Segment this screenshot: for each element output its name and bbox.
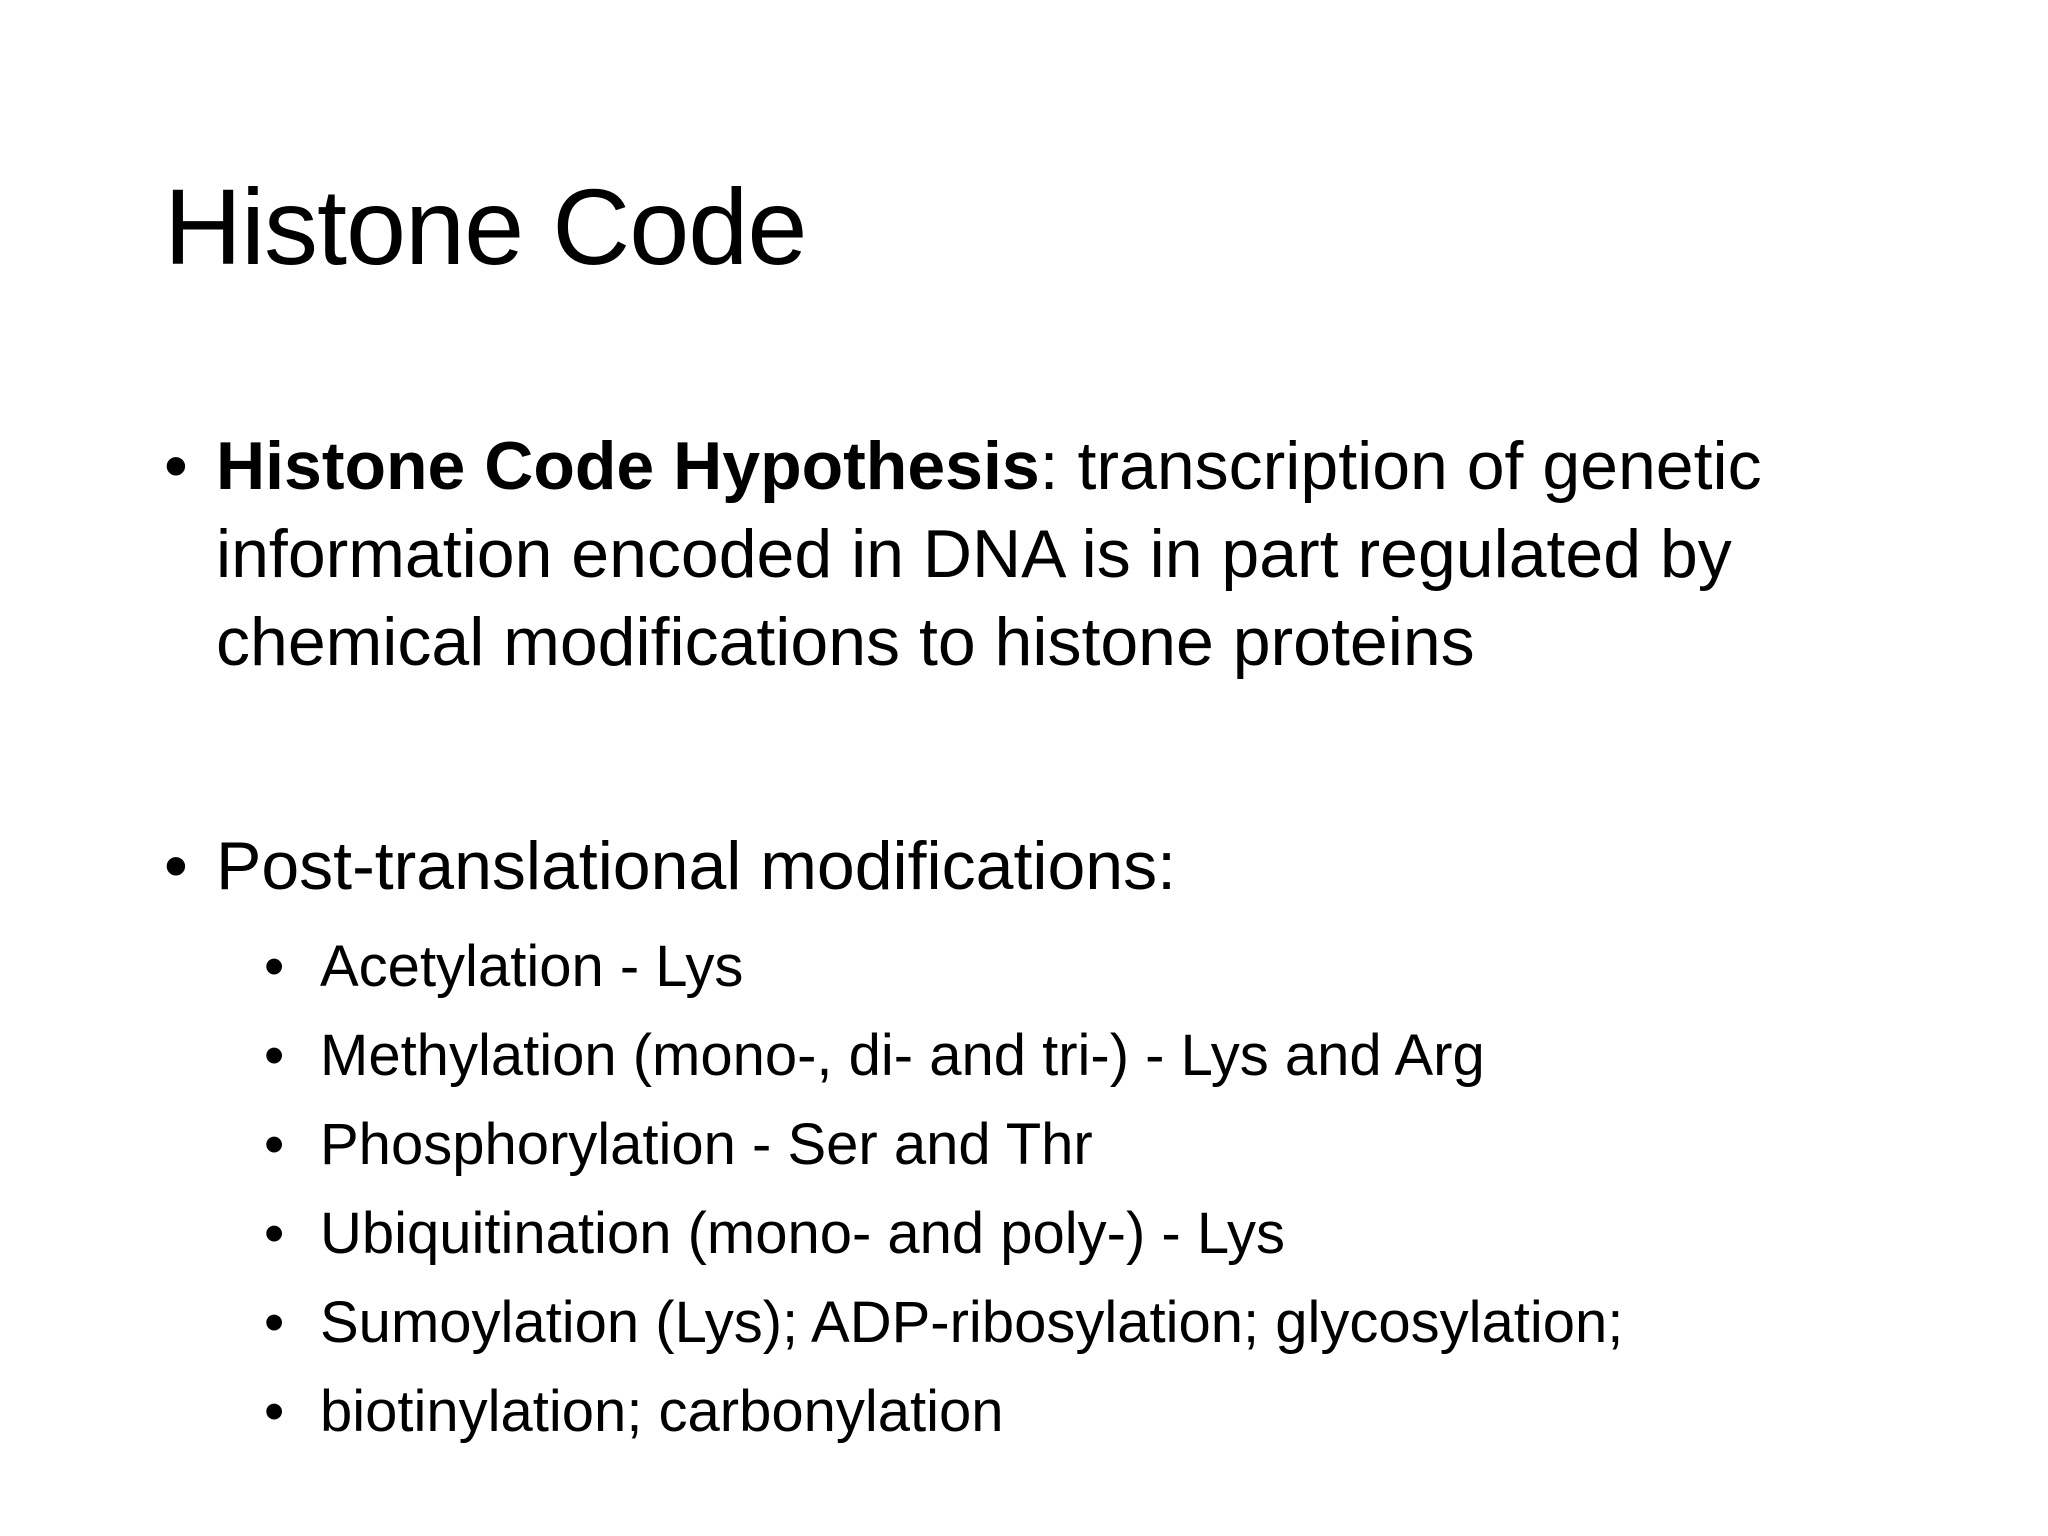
bullet-histone-code-hypothesis	[164, 422, 1944, 686]
list-item-text: Acetylation - Lys	[320, 934, 744, 999]
bullet-dot: •	[264, 934, 285, 999]
bullet-text: Post-translational modifications:	[216, 828, 1177, 904]
bullet-dot: •	[264, 1379, 285, 1444]
list-item	[264, 1011, 1964, 1100]
modification-list	[264, 922, 1964, 1456]
slide-title: Histone Code	[164, 166, 807, 287]
bullet-bold-term: Histone Code Hypothesis	[216, 428, 1040, 504]
bullet-dot: •	[164, 828, 188, 904]
list-item-text: biotinylation; carbonylation	[320, 1379, 1004, 1444]
list-item	[264, 1100, 1964, 1189]
bullet-dot: •	[264, 1201, 285, 1266]
list-item	[264, 1278, 1964, 1367]
list-item	[264, 1189, 1964, 1278]
list-item-text: Ubiquitination (mono- and poly-) - Lys	[320, 1201, 1285, 1266]
bullet-dot: •	[264, 1112, 285, 1177]
bullet-post-translational-modifications	[164, 822, 1944, 910]
bullet-dot: •	[264, 1290, 285, 1355]
bullet-dot: •	[264, 1023, 285, 1088]
bullet-definition: : transcription of genetic information encoded in DNA is in part regulated by chemical modifications to histone proteins	[216, 428, 1762, 680]
list-item-text: Sumoylation (Lys); ADP-ribosylation; glycosylation;	[320, 1290, 1624, 1355]
list-item-text: Methylation (mono-, di- and tri-) - Lys and Arg	[320, 1023, 1485, 1088]
bullet-text	[216, 422, 1944, 686]
list-item	[264, 1367, 1964, 1456]
list-item	[264, 922, 1964, 1011]
list-item-text: Phosphorylation - Ser and Thr	[320, 1112, 1093, 1177]
bullet-dot: •	[164, 428, 188, 504]
